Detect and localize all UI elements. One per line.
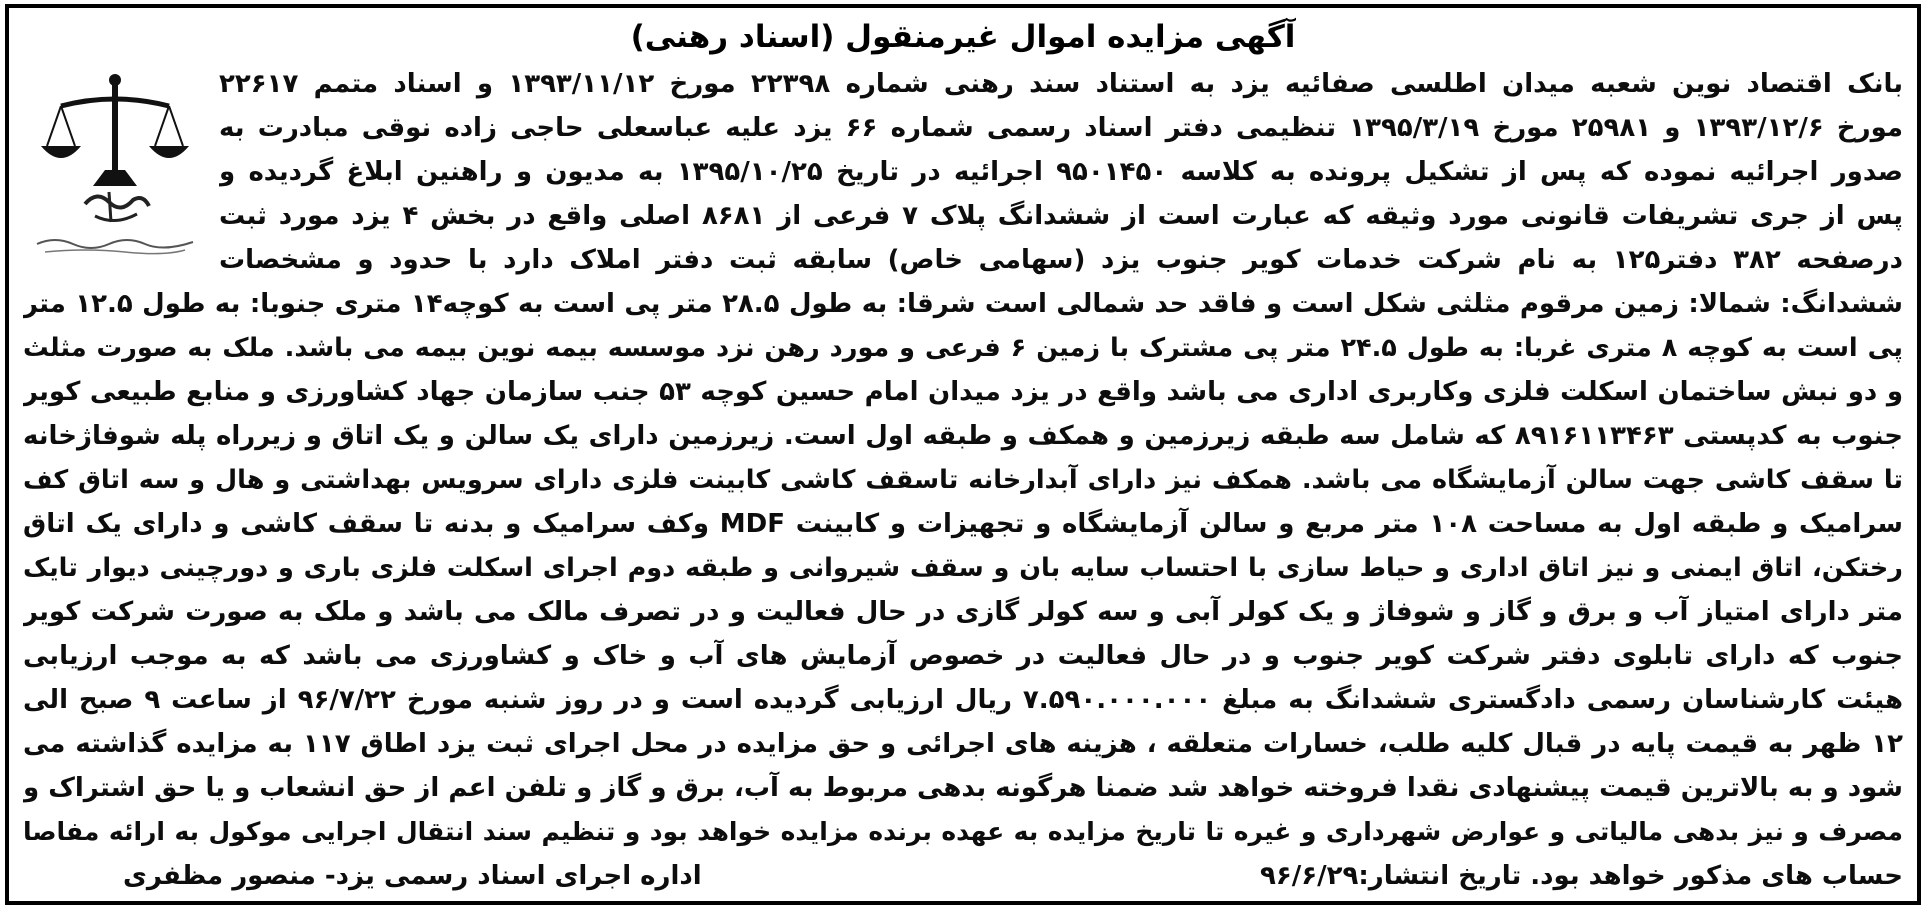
notice-line: پس از جری تشریفات قانونی مورد وثیقه که عبارت است از ششدانگ پلاک ۷ فرعی از ۸۶۸۱ اصلی واقع در بخش ۴ یزد مورد ثبت — [219, 201, 1903, 231]
notice-line: ششدانگ: شمالا: زمین مرقوم مثلثی شکل است و فاقد حد شمالی است شرقا: به طول ۲۸.۵ متر پی است به کوچه۱۴ متری جنوبا: به طول ۱۲.۵ متر — [23, 289, 1903, 319]
notice-line: صدور اجرائیه نموده که پس از تشکیل پرونده به کلاسه ۹۵۰۱۴۵۰ اجرائیه در تاریخ ۱۳۹۵/۱۰/۲۵ به مدیون و راهنین ابلاغ گردیده و — [219, 157, 1903, 187]
notice-line: متر دارای امتیاز آب و برق و گاز و شوفاژ و یک کولر آبی و سه کولر گازی در حال فعالیت و در تصرف مالک می باشد و ملک به صورت شرکت کویر — [23, 597, 1903, 627]
notice-title: آگهی مزایده اموال غیرمنقول (اسناد رهنی) — [630, 19, 1296, 55]
notice-frame — [5, 4, 1921, 905]
notice-line: سرامیک و طبقه اول به مساحت ۱۰۸ متر مربع و سالن آزمایشگاه و تجهیزات و کابینت MDF وکف سرامیک و بدنه تا سقف کاشی و دارای یک اتاق — [23, 509, 1903, 539]
notice-line: هیئت کارشناسان رسمی دادگستری ششدانگ به مبلغ ۷.۵۹۰.۰۰۰.۰۰۰ ریال ارزیابی گردیده است و در روز شنبه مورخ ۹۶/۷/۲۲ از ساعت ۹ صبح الی — [23, 685, 1903, 715]
notice-line: جنوب به کدپستی ۸۹۱۶۱۱۳۴۶۳ که شامل سه طبقه زیرزمین و همکف و طبقه اول است. زیرزمین دارای یک سالن و یک اتاق و زیرراه پله شوفاژخانه — [23, 421, 1903, 451]
notice-line: درصفحه ۳۸۲ دفتر۱۲۵ به نام شرکت خدمات کویر جنوب یزد (سهامی خاص) سابقه ثبت دفتر املاک دارد با حدود و مشخصات — [219, 245, 1903, 275]
notice-line: شود و به بالاترین قیمت پیشنهادی نقدا فروخته خواهد شد ضمنا هرگونه بدهی مربوط به آب، برق و گاز و تلفن اعم از حق انشعاب و یا حق اشتراک و — [23, 773, 1903, 803]
notice-line: پی است به کوچه ۸ متری غربا: به طول ۲۴.۵ متر پی مشترک با زمین ۶ فرعی و مورد رهن نزد موسسه بیمه نوین بیمه می باشد. ملک به صورت مثلث — [23, 333, 1903, 363]
notice-closing-line — [23, 854, 1903, 898]
notice-line: ۱۲ ظهر به قیمت پایه در قبال کلیه طلب، خسارات متعلقه ، هزینه های اجرائی و حق مزایده در محل اجرای ثبت یزد اطاق ۱۱۷ به مزایده گذاشته می — [23, 729, 1903, 759]
notice-line: رختکن، اتاق ایمنی و نیز اتاق اداری و حیاط سازی با احتساب سایه بان و سقف شیروانی و طبقه دوم اجرای اسکلت فلزی باری و دورچینی دیوار تایک — [23, 553, 1903, 583]
notice-body — [23, 62, 1903, 898]
signature: اداره اجرای اسناد رسمی یزد- منصور مظفری — [123, 861, 702, 891]
notice-body-top — [219, 62, 1903, 282]
notice-line: و دو نبش ساختمان اسکلت فلزی وکاربری اداری می باشد واقع در یزد میدان امام حسین کوچه ۵۳ جنب سازمان جهاد کشاورزی و منابع طبیعی کویر — [23, 377, 1903, 407]
notice-line: مصرف و نیز بدهی مالیاتی و عوارض شهرداری و غیره تا تاریخ مزایده به عهده برنده مزایده خواهد بود و تنظیم سند انتقال اجرایی موکول به ارائه مفاصا — [23, 817, 1903, 846]
notice-line: جنوب که دارای تابلوی دفتر شرکت کویر جنوب و در حال فعالیت در خصوص آزمایش های آب و خاک و کشاورزی می باشد که به موجب ارزیابی — [23, 641, 1903, 671]
notice-line: تا سقف کاشی جهت سالن آزمایشگاه می باشد. همکف نیز دارای آبدارخانه تاسقف کاشی کابینت فلزی دارای سرویس بهداشتی و هال و سه اتاق کف — [23, 465, 1903, 495]
notice-line: بانک اقتصاد نوین شعبه میدان اطلسی صفائیه یزد به استناد سند رهنی شماره ۲۲۳۹۸ مورخ ۱۳۹۳/۱۱/۱۲ و اسناد متمم ۲۲۶۱۷ — [219, 69, 1903, 99]
publication-date-text: حساب های مذکور خواهد بود. تاریخ انتشار:۹۶/۶/۲۹ — [1259, 861, 1903, 891]
notice-line: مورخ ۱۳۹۳/۱۲/۶ و ۲۵۹۸۱ مورخ ۱۳۹۵/۳/۱۹ تنظیمی دفتر اسناد رسمی شماره ۶۶ یزد علیه عباسعلی حاجی زاده نوقی مبادرت به — [219, 113, 1903, 143]
